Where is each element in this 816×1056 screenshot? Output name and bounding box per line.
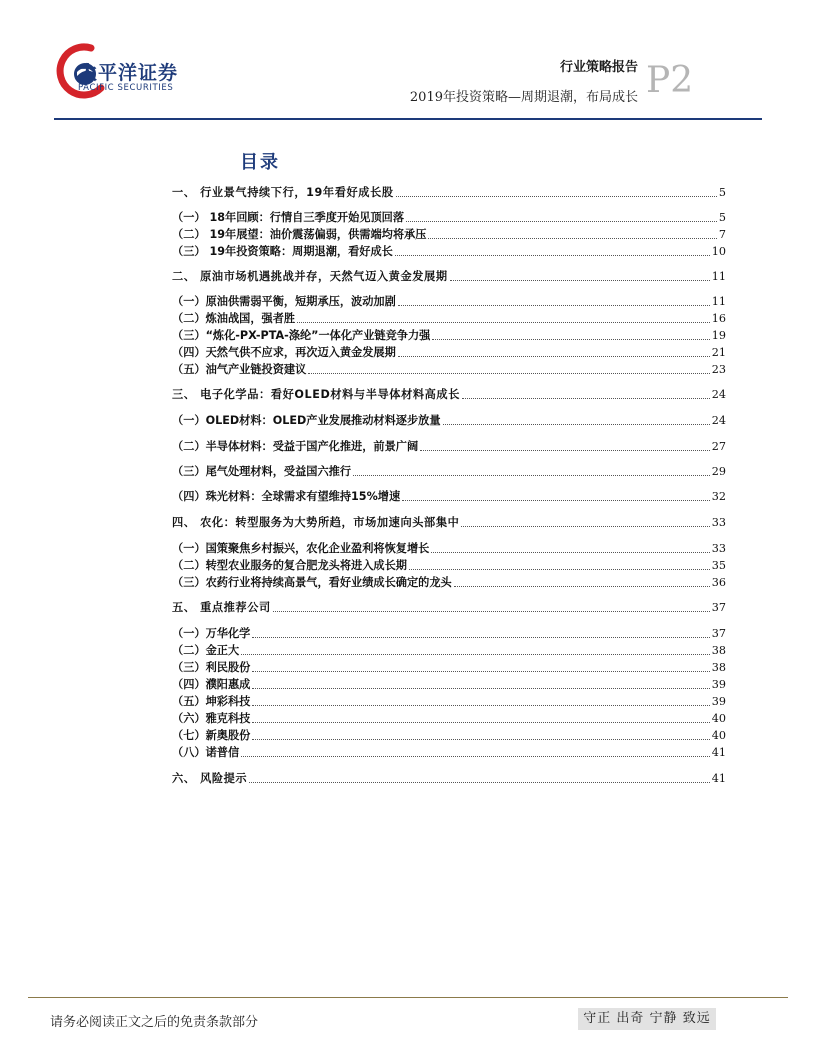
logo-chinese-name: 太平洋证券 — [78, 62, 179, 84]
toc-entry-label: （三）“炼化-PX-PTA-涤纶”一体化产业链竞争力强 — [172, 329, 431, 342]
toc-entry[interactable] — [172, 744, 726, 760]
dot-leader — [395, 255, 710, 256]
toc-entry-label: （一）原油供需弱平衡，短期承压，波动加剧 — [172, 295, 396, 308]
dot-leader — [249, 782, 710, 783]
dot-leader — [252, 671, 709, 672]
logo-english-name: PACIFIC SECURITIES — [78, 83, 174, 93]
toc-entry-page: 29 — [711, 465, 726, 478]
toc-entry-page: 24 — [711, 388, 726, 401]
toc-entry-page: 5 — [718, 211, 726, 224]
toc-entry-page: 37 — [711, 601, 726, 614]
dot-leader — [454, 586, 710, 587]
toc-entry-page: 10 — [711, 245, 726, 258]
toc-entry-page: 11 — [711, 295, 726, 308]
toc-entry-label: （二）炼油战国，强者胜 — [172, 312, 296, 325]
toc-entry-page: 7 — [718, 228, 726, 241]
footer-motto: 守正 出奇 宁静 致远 — [578, 1008, 716, 1030]
dot-leader — [443, 424, 710, 425]
report-title: 2019年投资策略—周期退潮，布局成长 — [409, 90, 638, 105]
toc-entry-label: （四）天然气供不应求，再次迈入黄金发展期 — [172, 346, 396, 359]
toc-entry-label: 二、 原油市场机遇挑战并存，天然气迈入黄金发展期 — [172, 270, 448, 283]
dot-leader — [252, 688, 709, 689]
toc-entry[interactable] — [172, 463, 726, 479]
toc-entry-label: （二） 19年展望：油价震荡偏弱，供需端均将承压 — [172, 228, 427, 241]
toc-entry[interactable] — [172, 540, 726, 556]
toc-entry-page: 24 — [711, 414, 726, 427]
toc-entry-label: （七）新奥股份 — [172, 729, 251, 742]
dot-leader — [273, 611, 710, 612]
dot-leader — [420, 450, 710, 451]
toc-entry-page: 38 — [711, 644, 726, 657]
toc-entry-page: 33 — [711, 516, 726, 529]
toc-entry-page: 41 — [711, 746, 726, 759]
toc-entry-label: （四）濮阳惠成 — [172, 678, 251, 691]
toc-entry-page: 27 — [711, 440, 726, 453]
dot-leader — [450, 280, 710, 281]
toc-entry-label: （一） 18年回顾：行情自三季度开始见顶回落 — [172, 211, 405, 224]
toc-entry-page: 5 — [718, 186, 726, 199]
dot-leader — [308, 373, 709, 374]
toc-entry[interactable] — [172, 438, 726, 454]
toc-entry[interactable] — [172, 184, 726, 200]
toc-entry-page: 39 — [711, 678, 726, 691]
dot-leader — [428, 238, 716, 239]
toc-entry-label: （三）利民股份 — [172, 661, 251, 674]
toc-entry[interactable] — [172, 676, 726, 692]
dot-leader — [241, 756, 710, 757]
dot-leader — [409, 569, 710, 570]
toc-entry-label: （一）国策聚焦乡村振兴，农化企业盈利将恢复增长 — [172, 542, 430, 555]
toc-entry-label: （六）雅克科技 — [172, 712, 251, 725]
toc-entry[interactable] — [172, 488, 726, 504]
toc-entry-label: 四、 农化：转型服务为大势所趋，市场加速向头部集中 — [172, 516, 460, 529]
toc-entry-label: （二）金正大 — [172, 644, 240, 657]
toc-entry[interactable] — [172, 243, 726, 259]
toc-entry[interactable] — [172, 557, 726, 573]
toc-entry[interactable] — [172, 268, 726, 284]
footer-disclaimer: 请务必阅读正文之后的免责条款部分 — [50, 1015, 259, 1030]
dot-leader — [297, 322, 710, 323]
toc-entry[interactable] — [172, 386, 726, 402]
toc-heading: 目录 — [240, 152, 280, 173]
toc-entry[interactable] — [172, 659, 726, 675]
dot-leader — [461, 526, 709, 527]
toc-entry-page: 39 — [711, 695, 726, 708]
toc-entry-page: 41 — [711, 772, 726, 785]
toc-entry[interactable] — [172, 310, 726, 326]
toc-entry[interactable] — [172, 209, 726, 225]
toc-entry-label: （一）万华化学 — [172, 627, 251, 640]
dot-leader — [252, 739, 709, 740]
toc-entry[interactable] — [172, 642, 726, 658]
dot-leader — [353, 475, 710, 476]
toc-entry-label: （二）转型农业服务的复合肥龙头将进入成长期 — [172, 559, 407, 572]
dot-leader — [398, 356, 710, 357]
dot-leader — [252, 722, 709, 723]
toc-entry[interactable] — [172, 344, 726, 360]
toc-entry-label: （五）油气产业链投资建议 — [172, 363, 307, 376]
toc-entry[interactable] — [172, 226, 726, 242]
dot-leader — [241, 654, 710, 655]
toc-entry-label: （三）尾气处理材料，受益国六推行 — [172, 465, 352, 478]
toc-entry-label: 五、 重点推荐公司 — [172, 601, 271, 614]
toc-entry-page: 40 — [711, 729, 726, 742]
toc-entry-page: 19 — [711, 329, 726, 342]
toc-entry[interactable] — [172, 710, 726, 726]
toc-entry[interactable] — [172, 770, 726, 786]
toc-entry[interactable] — [172, 361, 726, 377]
footer-divider — [28, 997, 788, 998]
dot-leader — [462, 398, 710, 399]
toc-entry-label: （一）OLED材料：OLED产业发展推动材料逐步放量 — [172, 414, 441, 427]
toc-entry-label: 一、 行业景气持续下行，19年看好成长股 — [172, 186, 394, 199]
toc-entry-label: （二）半导体材料：受益于国产化推进，前景广阔 — [172, 440, 419, 453]
toc-entry[interactable] — [172, 625, 726, 641]
toc-entry-page: 38 — [711, 661, 726, 674]
header-divider — [54, 118, 762, 120]
toc-entry[interactable] — [172, 693, 726, 709]
toc-entry-label: 六、 风险提示 — [172, 772, 248, 785]
dot-leader — [398, 305, 710, 306]
toc-entry-page: 33 — [711, 542, 726, 555]
toc-entry-page: 21 — [711, 346, 726, 359]
toc-entry-page: 36 — [711, 576, 726, 589]
dot-leader — [252, 705, 709, 706]
toc-entry-label: （五）坤彩科技 — [172, 695, 251, 708]
toc-entry-label: 三、 电子化学品：看好OLED材料与半导体材料高成长 — [172, 388, 461, 401]
toc-entry[interactable] — [172, 412, 726, 428]
dot-leader — [396, 196, 717, 197]
toc-entry-label: （八）诺普信 — [172, 746, 240, 759]
dot-leader — [402, 500, 710, 501]
dot-leader — [431, 552, 709, 553]
toc-entry[interactable] — [172, 293, 726, 309]
toc-entry-page: 40 — [711, 712, 726, 725]
toc-entry-page: 23 — [711, 363, 726, 376]
toc-entry-label: （三）农药行业将持续高景气，看好业绩成长确定的龙头 — [172, 576, 452, 589]
dot-leader — [252, 637, 709, 638]
toc-entry-page: 32 — [711, 490, 726, 503]
toc-entry[interactable] — [172, 599, 726, 615]
dot-leader — [406, 221, 717, 222]
toc-entry-label: （三） 19年投资策略：周期退潮，看好成长 — [172, 245, 393, 258]
toc-entry[interactable] — [172, 574, 726, 590]
toc-entry-page: 11 — [711, 270, 726, 283]
toc-entry-page: 37 — [711, 627, 726, 640]
dot-leader — [432, 339, 709, 340]
toc-entry-page: 16 — [711, 312, 726, 325]
toc-entry[interactable] — [172, 514, 726, 530]
toc-entry-page: 35 — [711, 559, 726, 572]
toc-entry-label: （四）珠光材料：全球需求有望维持15%增速 — [172, 490, 401, 503]
report-type: 行业策略报告 — [559, 60, 638, 75]
page-number: P2 — [646, 60, 694, 101]
toc-entry[interactable] — [172, 727, 726, 743]
toc-entry[interactable] — [172, 327, 726, 343]
